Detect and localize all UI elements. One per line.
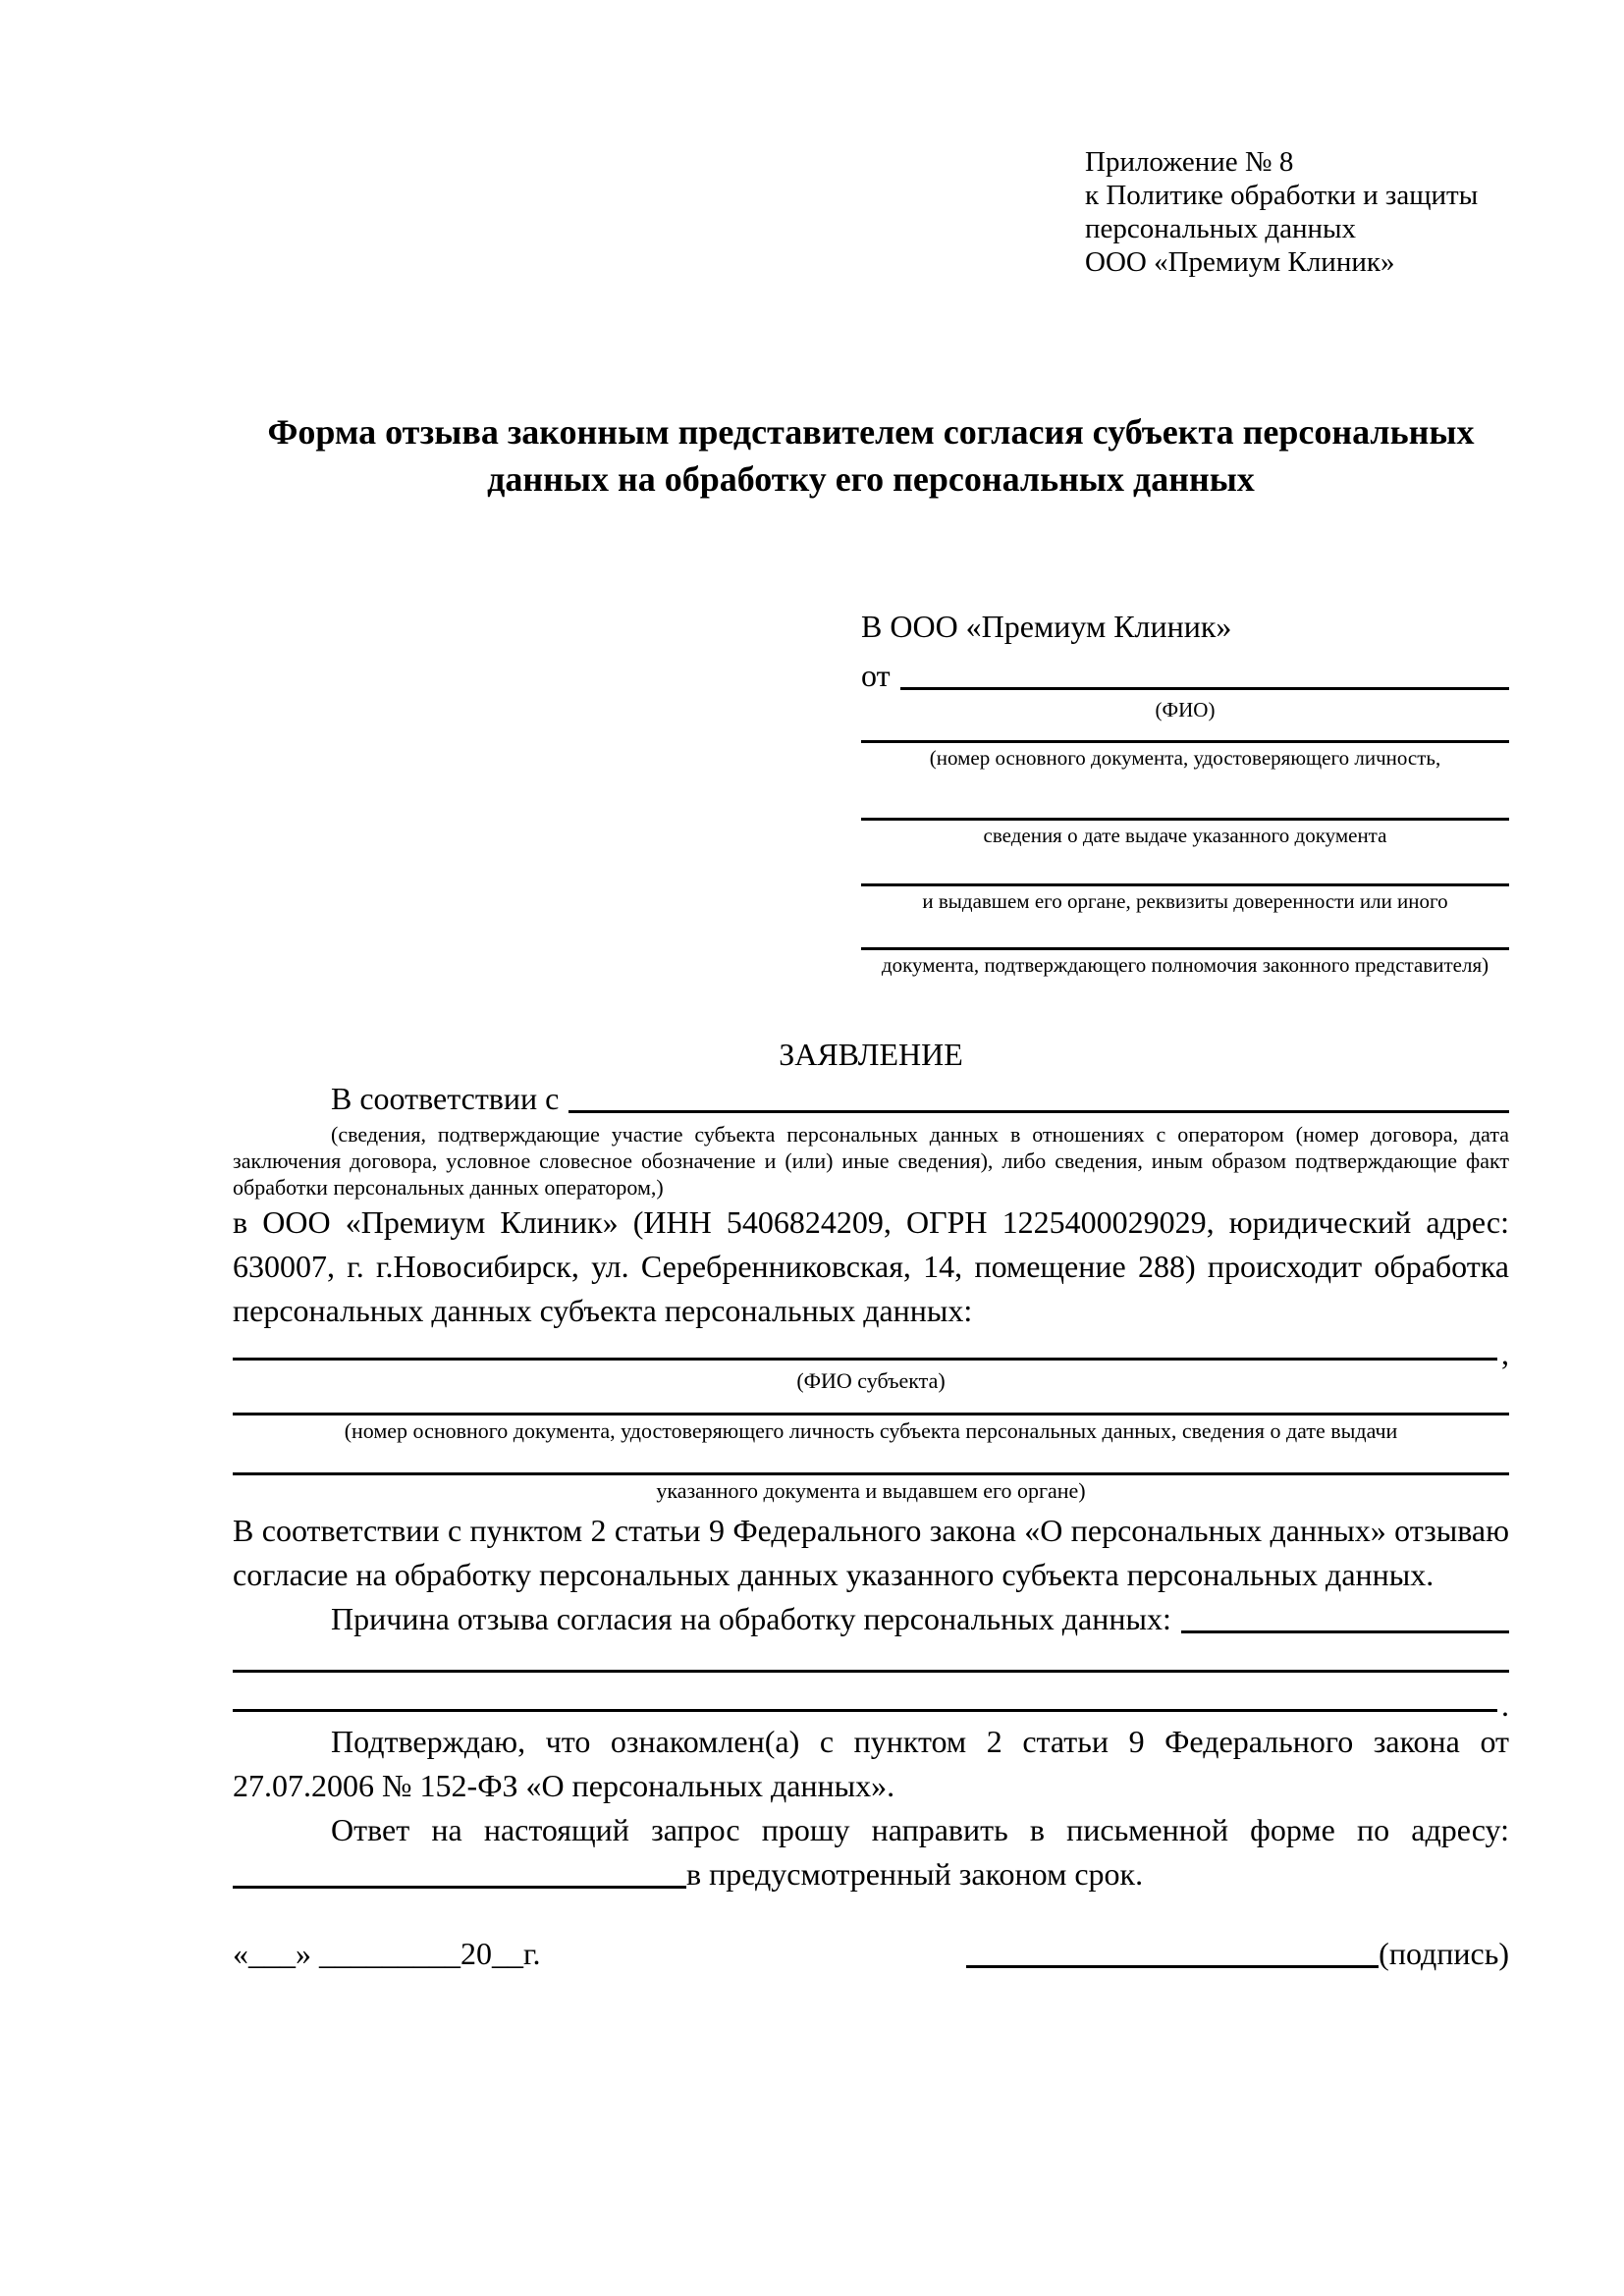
representative-doc-line-1 xyxy=(861,740,1509,771)
addressee-organization: В ООО «Премиум Клиник» xyxy=(861,609,1232,644)
document-title: Форма отзыва законным представителем согласия субъекта персональных данных на обработку его персональных данных xyxy=(267,412,1475,499)
address-blank-line xyxy=(233,1886,686,1889)
operator-paragraph: в ООО «Премиум Клиник» (ИНН 5406824209, ОГРН 1225400029029, юридический адрес: 630007, г. г.Новосибирск, ул. Серебренниковская, 14, помещение 288) происходит обработка персональных данных субъекта персональных данных: xyxy=(233,1204,1509,1328)
representative-doc-line-3 xyxy=(861,883,1509,914)
signature-blank-line xyxy=(966,1965,1379,1968)
subject-fio-caption: (ФИО субъекта) xyxy=(796,1368,946,1393)
appendix-line-3: персональных данных xyxy=(1085,213,1357,244)
statement-heading: ЗАЯВЛЕНИЕ xyxy=(779,1037,963,1072)
reason-blank-row-2 xyxy=(233,1687,1509,1723)
accordance-caption: (сведения, подтверждающие участие субъекта персональных данных в отношениях с оператором (номер договора, дата заключения договора, условное словесное обозначение и (или) иные сведения), либо сведения, иным образом подтверждающие факт обработки персональных данных оператором,) xyxy=(233,1122,1509,1200)
fio-caption: (ФИО) xyxy=(1155,698,1216,721)
accordance-label: В соответствии с xyxy=(331,1081,560,1116)
reply-lead: Ответ на настоящий запрос прошу направить в письменной форме по адресу: xyxy=(331,1812,1509,1847)
withdrawal-paragraph: В соответствии с пунктом 2 статьи 9 Федерального закона «О персональных данных» отзываю согласие на обработку персональных данных указанного субъекта персональных данных. xyxy=(233,1513,1509,1592)
footer-row xyxy=(233,1932,1509,1976)
reason-blank-suffix: . xyxy=(1501,1687,1509,1723)
appendix-line-1: Приложение № 8 xyxy=(1085,146,1294,178)
blank-line xyxy=(233,1472,1509,1475)
reply-address-row xyxy=(233,1852,1509,1896)
confirm-paragraph: Подтверждаю, что ознакомлен(а) с пунктом 2 статьи 9 Федерального закона от 27.07.2006 № 152-ФЗ «О персональных данных». xyxy=(233,1724,1509,1803)
reason-row xyxy=(233,1597,1509,1641)
blank-line xyxy=(861,947,1509,950)
appendix-line-4: ООО «Премиум Клиник» xyxy=(1085,246,1395,278)
subject-doc-line-2 xyxy=(233,1472,1509,1503)
signature-caption: (подпись) xyxy=(1379,1936,1509,1971)
line-caption: документа, подтверждающего полномочия законного представителя) xyxy=(881,953,1489,977)
subject-fio-blank-line xyxy=(233,1358,1497,1361)
subject-doc-caption-1: (номер основного документа, удостоверяющего личность субъекта персональных данных, сведения о дате выдачи xyxy=(344,1418,1398,1443)
reason-label: Причина отзыва согласия на обработку персональных данных: xyxy=(331,1601,1171,1636)
reason-blank-line xyxy=(1181,1630,1509,1633)
subject-fio-row xyxy=(233,1336,1509,1371)
subject-line-suffix: , xyxy=(1501,1336,1509,1371)
representative-doc-line-2 xyxy=(861,818,1509,848)
representative-doc-line-4 xyxy=(861,947,1509,978)
blank-line xyxy=(861,818,1509,821)
reason-blank-row-1 xyxy=(233,1651,1509,1681)
blank-line xyxy=(233,1413,1509,1415)
line-caption: (номер основного документа, удостоверяющего личность, xyxy=(929,746,1441,770)
signature-area xyxy=(966,1932,1509,1976)
from-row xyxy=(861,654,1509,698)
subject-doc-line-1 xyxy=(233,1413,1509,1443)
accordance-row xyxy=(233,1077,1509,1121)
appendix-line-2: к Политике обработки и защиты xyxy=(1085,180,1479,211)
line-caption: и выдавшем его органе, реквизиты доверенности или иного xyxy=(922,889,1448,913)
reply-tail: в предусмотренный законом срок. xyxy=(686,1856,1144,1892)
from-label: от xyxy=(861,658,891,693)
blank-line xyxy=(861,740,1509,743)
blank-line xyxy=(861,883,1509,886)
date-line: «___» _________20__г. xyxy=(233,1936,541,1971)
blank-line xyxy=(233,1709,1497,1712)
addressee-block xyxy=(861,607,1509,978)
accordance-blank-line xyxy=(568,1110,1509,1113)
blank-line xyxy=(233,1670,1509,1673)
subject-doc-caption-2: указанного документа и выдавшем его органе) xyxy=(656,1478,1086,1503)
line-caption: сведения о дате выдаче указанного документа xyxy=(983,824,1387,847)
from-blank-line xyxy=(900,687,1509,690)
appendix-block xyxy=(1085,145,1509,279)
